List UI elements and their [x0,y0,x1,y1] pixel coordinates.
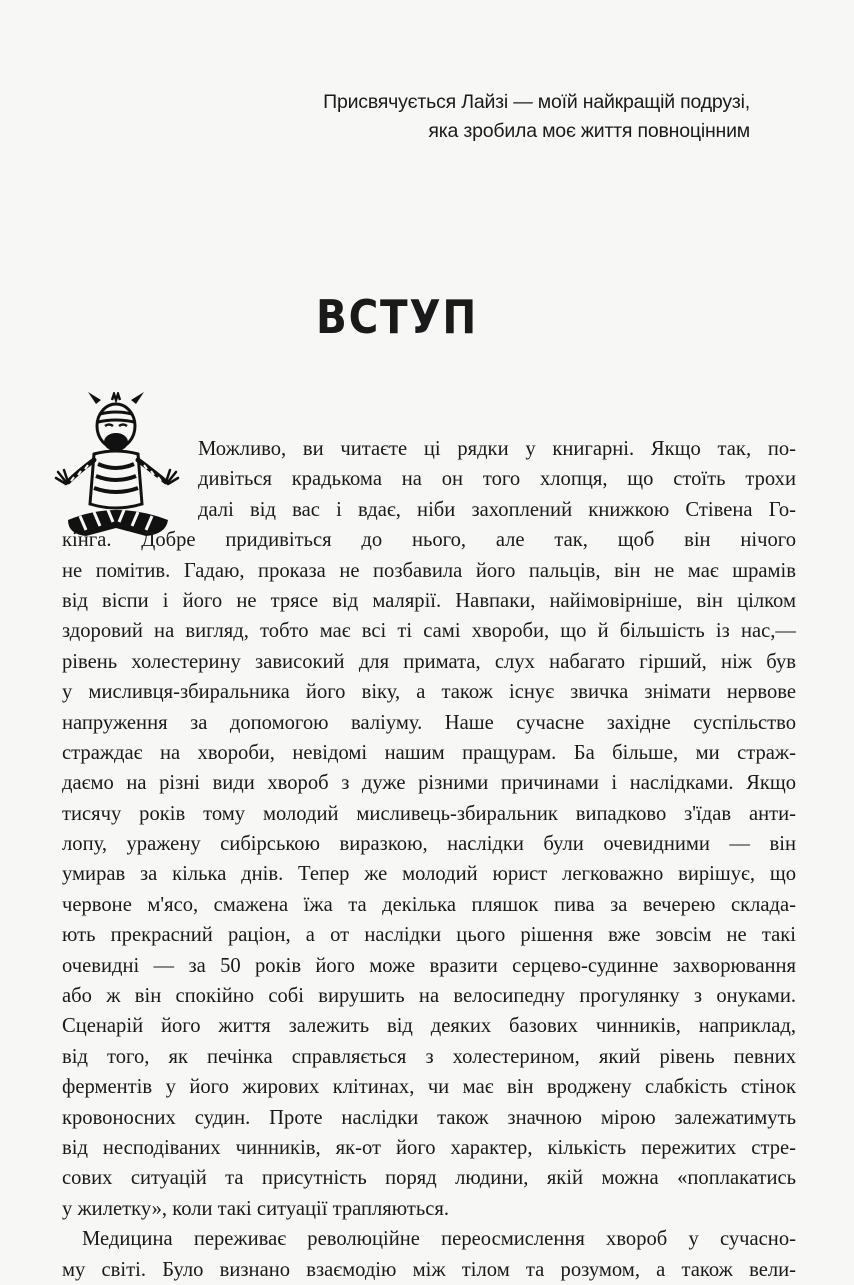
body-line: очевидні — за 50 років його може вразити серцево-судинне захворювання [62,954,796,977]
body-line: Медицина переживає революційне переосмислення хвороб у сучасно- [82,1228,796,1251]
body-line: дивіться крадькома на он того хлопця, що стоїть трохи [198,468,796,491]
body-line: від несподіваних чинників, як-от його характер, кількість пережитих стре- [62,1136,796,1159]
body-line: або ж він спокійно собі вирушить на велосипедну прогулянку з онуками. [62,985,796,1008]
body-line: напруження за допомогою валіуму. Наше сучасне західне суспільство [62,711,796,734]
body-line: у мисливця-збиральника його віку, а також існує звичка знімати нервове [62,681,796,704]
body-line: страждає на хвороби, невідомі нашим пращурам. Ба більше, ми страж- [62,741,796,764]
body-line: не помітив. Гадаю, проказа не позбавила його пальців, він не має шрамів [62,559,796,582]
body-line: у жилетку», коли такі ситуації трапляються. [62,1197,450,1220]
dedication-line: яка зробила моє життя повноцінним [428,120,750,142]
body-line: тисячу років тому молодий мисливець-збиральник випадково з'їдав анти- [62,802,796,825]
body-line: ферментів у його жирових клітинах, чи має він вроджену слабкість стінок [62,1076,796,1099]
body-line: умирав за кілька днів. Тепер же молодий юрист легковажно вирішує, що [62,863,796,886]
body-line: здоровий на вигляд, тобто має всі ті самі хвороби, що й більшість із нас,— [62,620,796,643]
body-line: червоне м'ясо, смажена їжа та декілька пляшок пива за вечерею склада- [62,893,796,916]
dedication [323,88,750,146]
body-line: від віспи і його не трясе від малярії. Навпаки, найімовірніше, він цілком [62,589,796,612]
body-line: Сценарій його життя залежить від деяких базових чинників, наприклад, [62,1015,796,1038]
body-line: рівень холестерину зависокий для примата, слух набагато гірший, ніж був [62,650,796,673]
body-line: Можливо, ви читаєте ці рядки у книгарні. Якщо так, по- [198,438,796,460]
body-line: сових ситуацій та присутність поряд людини, якій можна «поплакатись [62,1167,796,1190]
body-line: від того, як печінка справляється з холестерином, який рівень певних [62,1045,796,1068]
dedication-line: Присвячується Лайзі — моїй найкращій подрузі, [323,91,750,113]
body-line: далі від вас і вдає, ніби захоплений книжкою Стівена Го- [198,498,796,521]
body-line: лопу, уражену сибірською виразкою, наслідки були очевидними — він [62,833,796,856]
body-line: даємо на різні види хвороб з дуже різними причинами і наслідками. Якщо [62,772,796,795]
chapter-title: ВСТУП [315,290,479,344]
body-line: кінга. Добре придивіться до нього, але так, щоб він нічого [62,529,796,552]
body-line: му світі. Було визнано взаємодію між тілом та розумом, а також вели- [62,1258,796,1281]
body-text [62,434,796,1285]
body-line: кровоносних судин. Проте наслідки також значною мірою залежатимуть [62,1106,796,1129]
body-line: ють прекрасний раціон, а от наслідки цього рішення вже зовсім не такі [62,924,796,947]
